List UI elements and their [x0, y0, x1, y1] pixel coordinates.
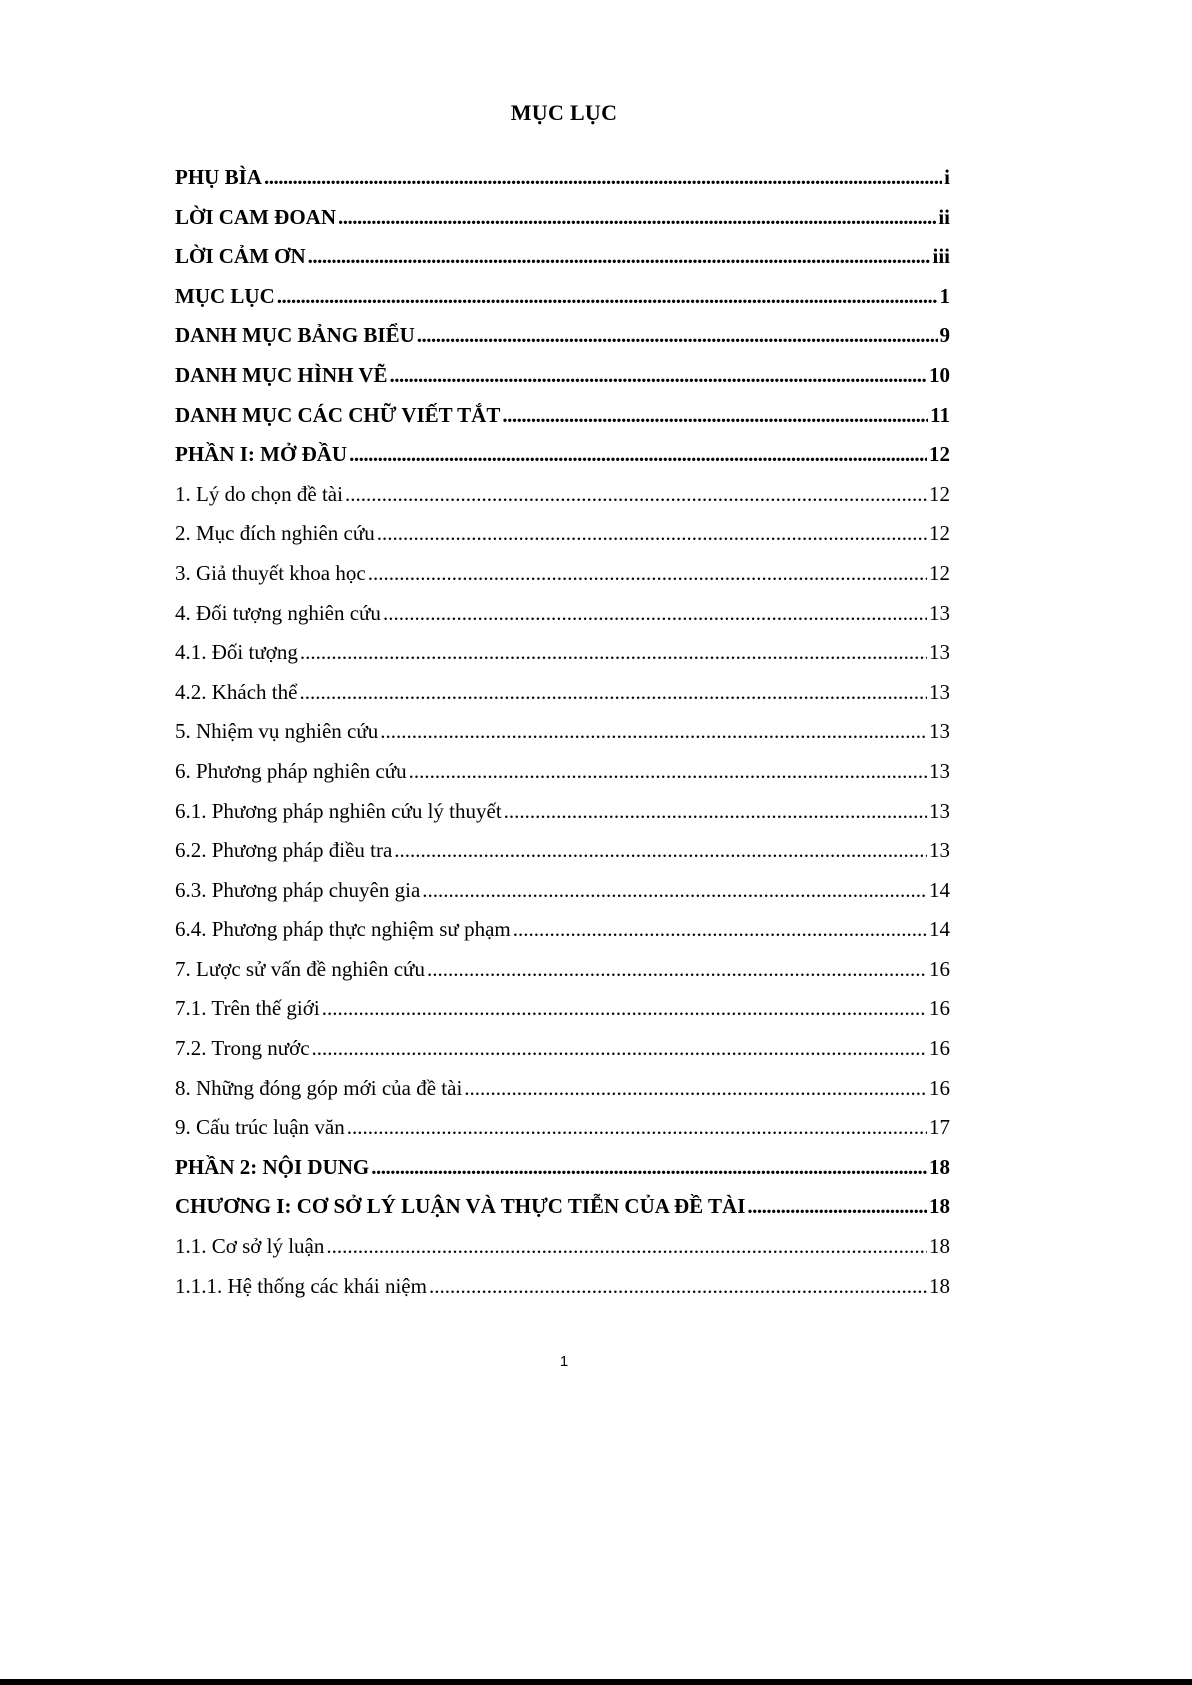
toc-entry-title: 3. Giả thuyết khoa học	[175, 560, 366, 585]
toc-dot-leader	[502, 396, 928, 436]
toc-entry[interactable]	[175, 396, 950, 436]
toc-dot-leader	[371, 1148, 927, 1188]
toc-entry[interactable]	[175, 198, 950, 238]
toc-entry[interactable]	[175, 316, 950, 356]
toc-dot-leader	[349, 435, 927, 475]
toc-entry-page: 18	[929, 1234, 950, 1259]
toc-dot-leader	[464, 1069, 927, 1109]
toc-entry-page: 12	[929, 481, 950, 506]
toc-entry-page: 16	[929, 956, 950, 981]
toc-entry-page: 16	[929, 1036, 950, 1061]
toc-dot-leader	[513, 910, 927, 950]
toc-dot-leader	[380, 712, 927, 752]
toc-entry-page: i	[944, 165, 950, 189]
toc-entry-page: 18	[929, 1194, 950, 1219]
toc-dot-leader	[299, 673, 927, 713]
toc-entry-title: PHẦN 2: NỘI DUNG	[175, 1154, 370, 1179]
toc-entry[interactable]	[175, 752, 950, 792]
toc-entry[interactable]	[175, 831, 950, 871]
toc-entry-title: 7.2. Trong nước	[175, 1036, 310, 1061]
toc-entry-title: 4.2. Khách thể	[175, 679, 298, 704]
toc-entry-page: 13	[929, 798, 950, 823]
toc-dot-leader	[394, 831, 927, 871]
toc-entry[interactable]	[175, 1069, 950, 1109]
toc-entry-page: 16	[929, 996, 950, 1021]
toc-dot-leader	[308, 237, 931, 277]
toc-entry-page: 12	[929, 442, 950, 467]
toc-entry-title: 1.1. Cơ sở lý luận	[175, 1234, 325, 1259]
page-title: MỤC LỤC	[510, 100, 618, 125]
toc-entry[interactable]	[175, 1148, 950, 1188]
toc-dot-leader	[390, 356, 927, 396]
toc-entry-title: 4. Đối tượng nghiên cứu	[175, 600, 381, 625]
toc-entry[interactable]	[175, 910, 950, 950]
toc-entry[interactable]	[175, 1227, 950, 1267]
toc-entry-title: 7. Lược sử vấn đề nghiên cứu	[175, 956, 425, 981]
toc-entry[interactable]	[175, 1267, 950, 1307]
toc-entry[interactable]	[175, 1029, 950, 1069]
toc-dot-leader	[427, 950, 927, 990]
toc-dot-leader	[347, 1108, 927, 1148]
toc-entry-page: 13	[929, 640, 950, 665]
toc-entry-page: 13	[929, 679, 950, 704]
toc-dot-leader	[377, 514, 927, 554]
toc-entry-page: 1	[939, 283, 950, 308]
toc-entry-title: 6.1. Phương pháp nghiên cứu lý thuyết	[175, 798, 502, 823]
toc-dot-leader	[409, 752, 927, 792]
toc-entry-page: 9	[939, 323, 950, 348]
toc-entry[interactable]	[175, 871, 950, 911]
toc-entry-title: DANH MỤC CÁC CHỮ VIẾT TẮT	[175, 402, 501, 427]
toc-entry-page: 16	[929, 1075, 950, 1100]
toc-entry-title: 2. Mục đích nghiên cứu	[175, 521, 375, 546]
toc-entry-page: 12	[929, 560, 950, 585]
toc-entry-title: 6.4. Phương pháp thực nghiệm sư phạm	[175, 917, 511, 942]
toc-entry[interactable]	[175, 1187, 950, 1227]
toc-entry-title: PHẦN I: MỞ ĐẦU	[175, 442, 348, 467]
toc-entry-title: CHƯƠNG I: CƠ SỞ LÝ LUẬN VÀ THỰC TIỄN CỦA ĐỀ TÀI	[175, 1194, 746, 1219]
toc-entry-title: 6.2. Phương pháp điều tra	[175, 838, 393, 863]
toc-dot-leader	[747, 1187, 927, 1227]
toc-entry-title: DANH MỤC BẢNG BIỂU	[175, 323, 415, 348]
toc-entry[interactable]	[175, 673, 950, 713]
toc-entry-page: 17	[929, 1115, 950, 1140]
toc-entry-page: 14	[929, 917, 950, 942]
toc-entry[interactable]	[175, 158, 950, 198]
toc-entry-title: 9. Cấu trúc luận văn	[175, 1115, 345, 1140]
toc-dot-leader	[326, 1227, 927, 1267]
toc-entry-page: 14	[929, 877, 950, 902]
page-bottom-border	[0, 1679, 1192, 1685]
toc-entry-page: 13	[929, 719, 950, 744]
toc-entry-page: ii	[938, 204, 950, 229]
toc-dot-leader	[322, 989, 927, 1029]
toc-dot-leader	[338, 198, 936, 238]
toc-entry-page: 13	[929, 838, 950, 863]
toc-entry-page: iii	[932, 244, 950, 269]
toc-entry[interactable]	[175, 237, 950, 277]
toc-dot-leader	[300, 633, 927, 673]
toc-entry-page: 13	[929, 758, 950, 783]
toc-entry[interactable]	[175, 594, 950, 634]
toc-entry-title: MỤC LỤC	[175, 283, 275, 308]
toc-entry-title: 5. Nhiệm vụ nghiên cứu	[175, 719, 379, 744]
toc-entry-title: 7.1. Trên thế giới	[175, 996, 320, 1021]
toc-dot-leader	[417, 316, 938, 356]
toc-entry[interactable]	[175, 435, 950, 475]
toc-entry-title: 6. Phương pháp nghiên cứu	[175, 758, 407, 783]
toc-entry-page: 18	[929, 1273, 950, 1298]
toc-dot-leader	[504, 792, 927, 832]
toc-entry-page: 13	[929, 600, 950, 625]
toc-entry-title: 1. Lý do chọn đề tài	[175, 481, 343, 506]
toc-dot-leader	[422, 871, 927, 911]
toc-dot-leader	[277, 277, 938, 317]
toc-entry[interactable]	[175, 792, 950, 832]
toc-entry-page: 12	[929, 521, 950, 546]
toc-entry-title: LỜI CẢM ƠN	[175, 244, 306, 269]
toc-entry[interactable]	[175, 475, 950, 515]
toc-entry-title: PHỤ BÌA	[175, 165, 262, 189]
toc-entry[interactable]	[175, 1108, 950, 1148]
toc-dot-leader	[429, 1267, 927, 1307]
toc-dot-leader	[312, 1029, 927, 1069]
toc-dot-leader	[345, 475, 927, 515]
toc-entry[interactable]	[175, 989, 950, 1029]
toc-entry[interactable]	[175, 950, 950, 990]
toc-entry[interactable]	[175, 356, 950, 396]
toc-entry-title: DANH MỤC HÌNH VẼ	[175, 362, 388, 387]
toc-entry-title: 4.1. Đối tượng	[175, 640, 298, 665]
toc-entry[interactable]	[175, 712, 950, 752]
toc-entry-title: LỜI CAM ĐOAN	[175, 204, 336, 229]
toc-entry-title: 6.3. Phương pháp chuyên gia	[175, 877, 421, 902]
toc-entry-page: 11	[930, 402, 950, 427]
toc-entry-title: 8. Những đóng góp mới của đề tài	[175, 1075, 463, 1100]
toc-entry[interactable]	[175, 554, 950, 594]
toc-dot-leader	[264, 158, 942, 198]
toc-entry-page: 10	[929, 362, 950, 387]
toc-entry[interactable]	[175, 277, 950, 317]
toc-dot-leader	[368, 554, 927, 594]
toc-dot-leader	[383, 594, 927, 634]
toc-entry[interactable]	[175, 633, 950, 673]
page-number: 1	[559, 1353, 569, 1370]
table-of-contents	[175, 158, 950, 1306]
toc-entry-title: 1.1.1. Hệ thống các khái niệm	[175, 1273, 427, 1298]
toc-entry[interactable]	[175, 514, 950, 554]
toc-entry-page: 18	[929, 1154, 950, 1179]
